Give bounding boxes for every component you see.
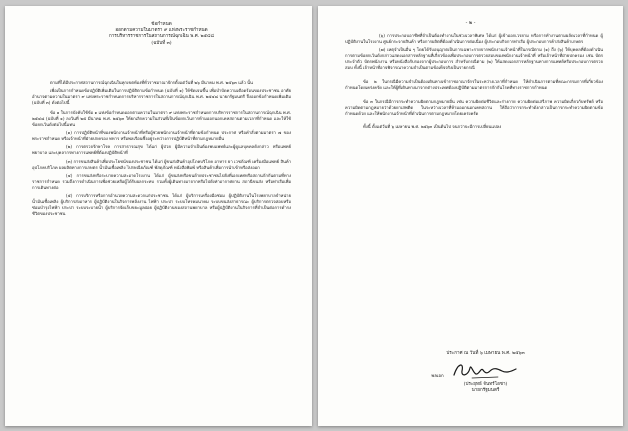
page2-effective-date: ทั้งนี้ ตั้งแต่วันที่ ๖ เมษายน พ.ศ. ๒๕๖๓ เป็นต้นไป จนกว่าจะมีการเปลี่ยนแปลง [363, 123, 502, 129]
page1-subtitle: ออกตามความในมาตรา ๙ แห่งพระราชกำหนด [115, 28, 208, 34]
document-page-1 [5, 6, 312, 426]
signer-name: (ประยุทธ์ จันทร์โอชา) [463, 382, 508, 388]
document-page-2 [318, 6, 623, 426]
page1-subtitle2: การบริหารราชการในสถานการณ์ฉุกเฉิน พ.ศ. ๒๕๔๘ [108, 34, 215, 40]
page1-title: ข้อกำหนด [151, 22, 172, 27]
page2-clause-3: ข้อ ๓ ในกรณีมีการกระทำความผิดตามกฎหมายอื่น เช่น ความผิดต่อชีวิตและร่างกาย ความผิดต่อเสรีภาพ ความผิดเกี่ยวกับทรัพย์ หรือความผิดตามกฎหมายว่าด้วยยาเสพติด ในระหว่างเวลาที่ห้ามออกนอกเคหสถาน ให้ถือว่าการกระทำดังกล่าวเป็นการกระทำความผิดตามข้อกำหนดด้วย และให้พนักงานเจ้าหน้าที่ดำเนินการตามกฎหมายโดยเคร่งครัด [345, 99, 603, 117]
page2-body [345, 33, 603, 130]
page1-item-3: (๓) การขนส่งสินค้าเพื่อประโยชน์ของประชาชน ได้แก่ ผู้ขนส่งสินค้าอุปโภคบริโภค อาหาร ยา เวชภัณฑ์ เครื่องมือแพทย์ สินค้าอุปโภคบริโภค ผลผลิตทางการเกษตร น้ำมันเชื้อเพลิง ไปรษณียภัณฑ์ พัสดุภัณฑ์ หนังสือพิมพ์ หรือสินค้าเพื่อการนำเข้าหรือส่งออก [32, 158, 292, 170]
page1-paragraph-1: ตามที่ได้มีประกาศสถานการณ์ฉุกเฉินในทุกเขตท้องที่ทั่วราชอาณาจักรตั้งแต่วันที่ ๒๖ มีนาคม พ.ศ. ๒๕๖๓ แล้ว นั้น [50, 80, 253, 85]
page1-item-2: (๒) การตรวจรักษาโรค การสาธารณสุข ได้แก่ ผู้ป่วย ผู้มีความจำเป็นต้องพบแพทย์และผู้ดูแลบุคคลดังกล่าว หรือแพทย์ พยาบาล และบุคลากรทางการแพทย์ที่ต้องปฏิบัติหน้าที่ [32, 144, 291, 156]
page1-body [32, 80, 291, 217]
page1-item-4: (๔) การขนส่งหรือระบายความสะอาดโรงงาน ได้แก่ ผู้ขนส่งหรือขนย้ายประชาชนไปยังที่เอกเทศหรือสถานกักกันตามที่ทางราชการกำหนด รวมถึงการดำเนินการเพื่อช่วยเหลือผู้ได้รับผลกระทบ รวมทั้งผู้เดินทางมาจากหรือไปยังท่าอากาศยาน สถานีขนส่ง หรือท่าเรือเพื่อการเดินทางต่อ [32, 172, 291, 190]
page1-header [32, 22, 291, 47]
signature-row [328, 359, 623, 381]
page1-number: (ฉบับที่ ๓) [151, 40, 172, 46]
signer-rank: พลเอก [431, 374, 444, 380]
page2-item-6: (๖) การประกอบอาชีพที่จำเป็นต้องทำงานในช่วงเวลาพิเศษ ได้แก่ ผู้เข้าออกเวรยาม หรือการทำงานตามผลัดเวลาที่กำหนด ผู้ปฏิบัติงานในโรงงาน ศูนย์กระจายสินค้า หรือการผลิตที่ต้องดำเนินการต่อเนื่อง ผู้ประกอบกิจการท่าเรือ ผู้ประกอบการค้าส่งสินค้าเกษตร [345, 33, 603, 45]
page2-item-7: (๗) เหตุจำเป็นอื่น ๆ โดยได้รับอนุญาตเป็นการเฉพาะรายจากพนักงานเจ้าหน้าที่ในกรณีตาม (๑) ถึง (๖) ให้บุคคลที่ต้องดำเนินการตามข้อยกเว้นดังกล่าวแสดงเอกสารหลักฐานที่เกี่ยวข้องเพื่อประกอบการตรวจสอบของพนักงานเจ้าหน้าที่ หรือเจ้าหน้าที่ฝ่ายปกครอง เช่น บัตรประจำตัว บัตรพนักงาน หรือหนังสือรับรองจากผู้ประกอบการ สำหรับกรณีตาม (๒) ให้แสดงเอกสารหลักฐานทางการแพทย์หรือประกอบการตรวจสอบ ทั้งนี้ เจ้าหน้าที่อาจพิจารณาความจำเป็นตามข้อเท็จจริงเป็นรายกรณี [345, 47, 603, 71]
page1-paragraph-3: ข้อ ๑ ในการบังคับใช้ข้อ ๑ แห่งข้อกำหนดออกตามความในมาตรา ๙ แห่งพระราชกำหนดการบริหารราชการในสถานการณ์ฉุกเฉิน พ.ศ. ๒๕๔๘ (ฉบับที่ ๑) ลงวันที่ ๒๕ มีนาคม พ.ศ. ๒๕๖๓ ให้ยกเลิกความในส่วนที่เป็นข้อยกเว้นการห้ามออกนอกเคหสถานตามเวลาที่กำหนด และให้ใช้ข้อยกเว้นดังต่อไปนี้แทน [32, 110, 291, 128]
page1-paragraph-2: เพื่อเป็นการกำหนดข้อปฏิบัติเพิ่มเติมในการปฏิบัติตามข้อกำหนด (ฉบับที่ ๑) ให้ชัดเจนขึ้น เพื่อบำบัดความเดือดร้อนของประชาชน อาศัยอำนาจตามความในมาตรา ๙ แห่งพระราชกำหนดการบริหารราชการในสถานการณ์ฉุกเฉิน พ.ศ. ๒๕๔๘ นายกรัฐมนตรี จึงออกข้อกำหนดเพิ่มเติม (ฉบับที่ ๓) ดังต่อไปนี้ [32, 88, 291, 106]
signature-image [450, 359, 520, 381]
page2-date-line: ประกาศ ณ วันที่ ๖ เมษายน พ.ศ. ๒๕๖๓ [446, 351, 525, 356]
page2-clause-2: ข้อ ๒ ในกรณีมีความจำเป็นต้องเดินทางเข้าราชอาณาจักรในระหว่างเวลาที่กำหนด ให้ดำเนินการตามที่คณะกรรมการที่เกี่ยวข้องกำหนดโดยเคร่งครัด และให้ผู้ที่เดินทางมาจากต่างประเทศต้องปฏิบัติตามมาตรการกักกันโรคที่ทางราชการกำหนด [345, 79, 603, 91]
page2-signature-block [318, 351, 623, 395]
signer-title: นายกรัฐมนตรี [471, 388, 500, 394]
page2-page-number: - ๒ - [465, 20, 476, 26]
page1-item-1: (๑) การปฏิบัติหน้าที่ของพนักงานเจ้าหน้าที่หรือผู้ช่วยพนักงานเจ้าหน้าที่ตามข้อกำหนด ประกาศ หรือคำสั่งตามมาตรา ๗ ของพระราชกำหนด หรือเจ้าหน้าที่ฝ่ายปกครอง ทหาร หรือพลเรือนซึ่งอยู่ระหว่างการปฏิบัติหน้าที่ตามกฎหมายอื่น [32, 130, 291, 142]
page1-item-5: (๕) การบริการหรือการอำนวยความสะดวกแก่ประชาชน ได้แก่ ผู้บริการเครื่องมือซ่อม ผู้ปฏิบัติงานในโรงพยาบาลจำหน่ายน้ำมันเชื้อเพลิง ผู้บริการส่งอาหาร ผู้ปฏิบัติงานในกิจการพลังงาน ไฟฟ้า ประปา ระบบโทรคมนาคม ระบบขนส่งสาธารณะ ผู้บริการตรวจสอบหรือซ่อมบำรุงไฟฟ้า ประปา ระบบระบายน้ำ ผู้บริการจัดเก็บขยะมูลฝอย ผู้ปฏิบัติงานของสถานพยาบาล หรือผู้ปฏิบัติงานในกิจการที่จำเป็นต่อการดำรงชีวิตของประชาชน [32, 192, 291, 216]
